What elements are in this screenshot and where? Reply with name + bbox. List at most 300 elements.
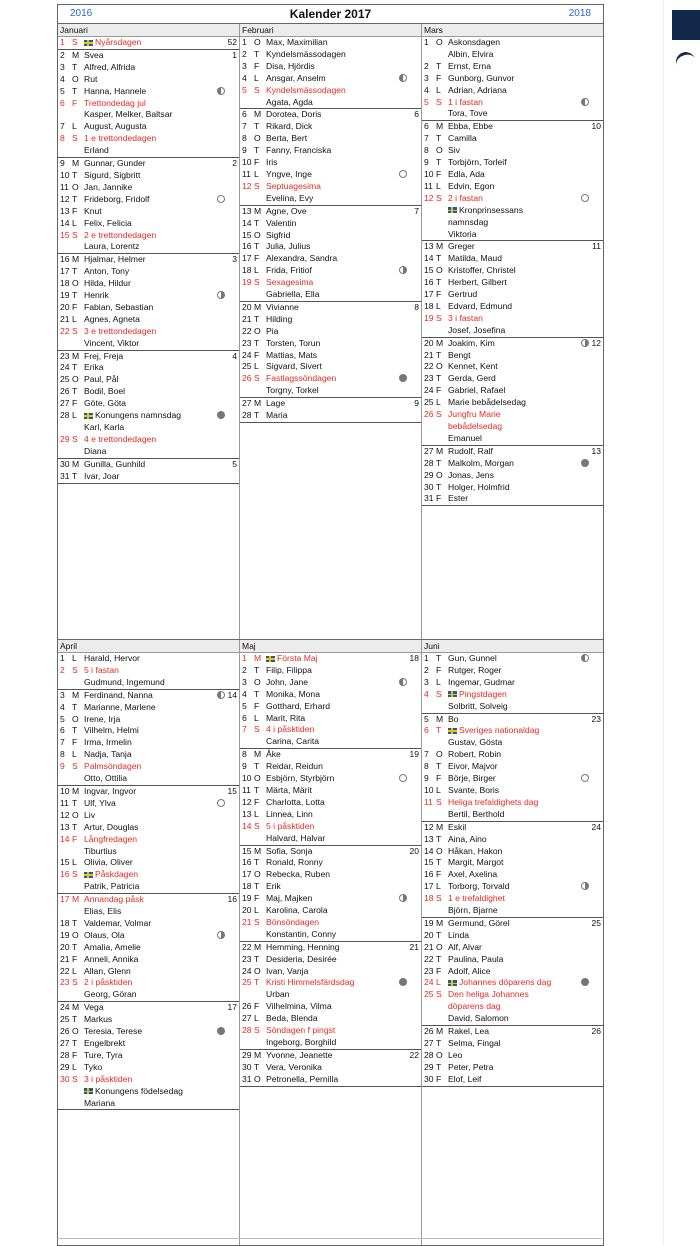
day-names xyxy=(448,881,603,893)
week-number: 21 xyxy=(409,941,419,952)
day-number: 3 xyxy=(242,676,247,687)
day-names xyxy=(84,930,239,942)
day-names xyxy=(266,361,421,373)
day-number: 16 xyxy=(242,241,252,252)
week-number: 4 xyxy=(232,350,237,361)
day-label: Knut xyxy=(84,205,102,216)
week-block xyxy=(422,653,603,714)
weekday-letter: T xyxy=(436,373,442,384)
name-day-text: Patrik, Patricia xyxy=(84,881,140,892)
day-row xyxy=(240,85,421,109)
weekday-letter: L xyxy=(72,217,77,228)
name-day xyxy=(448,205,603,241)
name-day xyxy=(84,422,239,434)
weekday-letter: M xyxy=(436,445,444,456)
day-names xyxy=(84,62,239,74)
day-names xyxy=(448,846,603,858)
day-row xyxy=(240,169,421,181)
weekday-letter: M xyxy=(72,894,80,905)
moon-phase-icon xyxy=(399,170,407,178)
name-day-text: Tora, Tove xyxy=(448,108,488,119)
previous-year-link[interactable]: 2016 xyxy=(70,8,93,19)
week-block xyxy=(58,690,239,786)
day-row xyxy=(240,785,421,797)
day-number: 25 xyxy=(242,361,252,372)
day-names xyxy=(266,121,421,133)
day-label: Ingemar, Gudmar xyxy=(448,676,515,687)
day-label: Adolf, Alice xyxy=(448,965,491,976)
day-number: 18 xyxy=(60,278,70,289)
day-number: 19 xyxy=(60,290,70,301)
day-label: Svea xyxy=(84,49,104,60)
day-label: Jan, Jannike xyxy=(84,181,133,192)
day-names xyxy=(448,966,603,978)
day-names xyxy=(266,954,421,966)
week-block xyxy=(240,1050,421,1087)
day-row xyxy=(422,301,603,313)
name-day-text: Agata, Agda xyxy=(266,96,313,107)
day-number: 18 xyxy=(242,881,252,892)
day-row xyxy=(58,1002,239,1014)
moon-phase-icon xyxy=(217,291,225,299)
day-row xyxy=(240,265,421,277)
day-names xyxy=(448,289,603,301)
day-label: Lage xyxy=(266,398,286,409)
weekday-letter: M xyxy=(72,785,80,796)
moon-phase-icon xyxy=(217,799,225,807)
weekday-letter: O xyxy=(436,37,443,47)
day-number: 3 xyxy=(424,72,429,83)
day-names xyxy=(84,810,239,822)
day-label: Den heliga Johannes döparens dag xyxy=(448,989,529,1012)
week-block xyxy=(240,398,421,423)
weekday-letter: M xyxy=(72,689,80,700)
day-row xyxy=(422,121,603,133)
weekday-letter: S xyxy=(254,1025,260,1036)
day-names xyxy=(448,822,603,834)
day-names xyxy=(448,857,603,869)
day-number: 30 xyxy=(242,1061,252,1072)
day-number: 26 xyxy=(242,1001,252,1012)
day-row xyxy=(58,86,239,98)
day-names xyxy=(84,194,239,206)
name-day-text: Vincent, Viktor xyxy=(84,337,140,348)
day-number: 25 xyxy=(60,1014,70,1025)
day-number: 12 xyxy=(242,796,252,807)
month-header: Mars xyxy=(422,24,603,37)
weekday-letter: F xyxy=(72,833,78,844)
brand-swoosh-icon xyxy=(673,49,699,76)
day-number: 21 xyxy=(242,313,252,324)
day-names xyxy=(84,386,239,398)
weekday-letter: F xyxy=(72,301,78,312)
day-names xyxy=(266,1074,421,1086)
week-number: 6 xyxy=(414,109,419,120)
day-row xyxy=(58,459,239,471)
day-row xyxy=(58,761,239,785)
day-label: Nadja, Tanja xyxy=(84,749,132,760)
day-row xyxy=(58,822,239,834)
weekday-letter: T xyxy=(436,349,442,360)
name-day xyxy=(84,109,239,121)
day-names xyxy=(266,49,421,61)
week-number: 22 xyxy=(409,1049,419,1060)
weekday-letter: S xyxy=(72,37,78,47)
day-number: 13 xyxy=(60,821,70,832)
day-label: Ebba, Ebbe xyxy=(448,121,493,132)
weekday-letter: T xyxy=(436,1038,442,1048)
day-label: Teresia, Terese xyxy=(84,1026,143,1037)
weekday-letter: O xyxy=(254,229,261,240)
day-row xyxy=(422,73,603,85)
weekday-letter: S xyxy=(72,1073,78,1084)
week-number: 14 xyxy=(227,689,237,700)
day-row xyxy=(58,749,239,761)
day-label: Harald, Hervor xyxy=(84,653,140,663)
week-block xyxy=(240,302,421,398)
day-number: 9 xyxy=(60,761,65,772)
month-mars xyxy=(422,24,603,639)
day-row xyxy=(422,1062,603,1074)
day-names xyxy=(448,458,603,470)
day-label: Agne, Ove xyxy=(266,205,307,216)
day-number: 27 xyxy=(242,398,252,409)
day-names xyxy=(84,98,239,122)
day-row xyxy=(240,761,421,773)
day-label: Vera, Veronika xyxy=(266,1061,322,1072)
day-row xyxy=(240,253,421,265)
day-row xyxy=(58,930,239,942)
day-names xyxy=(266,109,421,121)
weekday-letter: O xyxy=(72,713,79,724)
weekday-letter: O xyxy=(254,676,261,687)
day-names xyxy=(84,278,239,290)
day-row xyxy=(422,193,603,241)
day-label: Beda, Blenda xyxy=(266,1013,318,1024)
day-number: 20 xyxy=(60,941,70,952)
day-label: Adrian, Adriana xyxy=(448,84,507,95)
day-number: 31 xyxy=(60,470,70,481)
day-names xyxy=(448,761,603,773)
day-row xyxy=(58,918,239,930)
day-row xyxy=(58,266,239,278)
weekday-letter: O xyxy=(436,1049,443,1060)
day-label: Maj, Majken xyxy=(266,893,313,904)
day-row xyxy=(58,1038,239,1050)
day-number: 12 xyxy=(424,821,434,832)
day-row xyxy=(240,157,421,169)
day-names xyxy=(448,169,603,181)
day-names xyxy=(266,917,421,941)
name-day xyxy=(448,49,603,61)
day-row xyxy=(422,869,603,881)
day-label: Siv xyxy=(448,145,460,156)
day-row xyxy=(240,326,421,338)
day-label: Annandag påsk xyxy=(84,894,144,905)
weekday-letter: T xyxy=(436,833,442,844)
weekday-letter: M xyxy=(254,941,262,952)
weekday-letter: O xyxy=(72,73,79,84)
day-label: Ernst, Erna xyxy=(448,60,491,71)
name-day xyxy=(84,906,239,918)
brand-logo[interactable] xyxy=(672,10,700,40)
day-label: Allan, Glenn xyxy=(84,965,131,976)
day-row xyxy=(240,277,421,301)
day-label: Anneli, Annika xyxy=(84,953,139,964)
weekday-letter: T xyxy=(436,761,442,772)
day-label: Julia, Julius xyxy=(266,241,311,252)
day-names xyxy=(84,869,239,893)
name-day xyxy=(84,989,239,1001)
name-day-text: Elias, Elis xyxy=(84,906,122,917)
day-row xyxy=(240,773,421,785)
day-row xyxy=(422,37,603,61)
week-number: 20 xyxy=(409,845,419,856)
day-row xyxy=(240,954,421,966)
next-year-link[interactable]: 2018 xyxy=(568,8,591,19)
weekday-letter: S xyxy=(436,192,442,203)
day-number: 13 xyxy=(242,205,252,216)
day-row xyxy=(240,809,421,821)
swedish-flag-icon xyxy=(448,728,457,734)
weekday-letter: M xyxy=(72,458,80,469)
week-block xyxy=(58,254,239,350)
day-label: Sigurd, Sigbritt xyxy=(84,169,141,180)
weekday-letter: S xyxy=(254,724,260,735)
day-names xyxy=(266,724,421,748)
day-number: 2 xyxy=(242,664,247,675)
day-row xyxy=(58,374,239,386)
day-names xyxy=(84,1050,239,1062)
day-label: Maria xyxy=(266,410,288,421)
day-label: Hilding xyxy=(266,313,293,324)
day-label: Monika, Mona xyxy=(266,688,320,699)
day-names xyxy=(266,145,421,157)
week-number: 16 xyxy=(227,894,237,905)
day-label: Vilhelm, Helmi xyxy=(84,725,139,736)
day-row xyxy=(422,834,603,846)
day-label: Markus xyxy=(84,1014,113,1025)
day-label: Torbjörn, Torleif xyxy=(448,157,507,168)
name-day-text: Otto, Ottilia xyxy=(84,773,127,784)
day-names xyxy=(266,869,421,881)
week-block xyxy=(422,714,603,822)
week-number: 15 xyxy=(227,785,237,796)
day-label: Linda xyxy=(448,929,470,940)
name-day xyxy=(266,929,421,941)
day-row xyxy=(422,918,603,930)
week-block xyxy=(58,158,239,254)
day-row xyxy=(422,881,603,893)
day-label: Esbjörn, Styrbjörn xyxy=(266,773,335,784)
day-names xyxy=(448,37,603,61)
day-label: Gerda, Gerd xyxy=(448,373,496,384)
week-number: 3 xyxy=(232,254,237,265)
day-names xyxy=(84,182,239,194)
day-names xyxy=(448,409,603,445)
day-number: 24 xyxy=(424,385,434,396)
day-number: 11 xyxy=(60,181,69,192)
day-number: 14 xyxy=(242,217,252,228)
day-number: 7 xyxy=(242,121,247,132)
day-label: Hemming, Henning xyxy=(266,941,340,952)
day-label: Ivan, Vanja xyxy=(266,965,309,976)
day-names xyxy=(84,37,239,49)
day-row xyxy=(422,893,603,917)
weekday-letter: M xyxy=(72,254,80,265)
day-row xyxy=(240,302,421,314)
name-day-text: Evelina, Evy xyxy=(266,192,314,203)
day-label: Håkan, Hakon xyxy=(448,845,503,856)
moon-phase-icon xyxy=(581,339,589,347)
weekday-letter: L xyxy=(254,808,259,819)
day-row xyxy=(240,61,421,73)
weekday-letter: O xyxy=(254,325,261,336)
day-number: 23 xyxy=(424,373,434,384)
weekday-letter: T xyxy=(72,941,78,952)
weekday-letter: S xyxy=(254,84,260,95)
week-number: 8 xyxy=(414,301,419,312)
day-label: Peter, Petra xyxy=(448,1061,494,1072)
day-number: 29 xyxy=(60,1061,70,1072)
day-row xyxy=(58,386,239,398)
name-day-text: Konungens födelsedag Mariana xyxy=(84,1085,183,1108)
day-row xyxy=(58,702,239,714)
day-label: Berta, Bert xyxy=(266,133,308,144)
day-number: 18 xyxy=(424,300,434,311)
week-block xyxy=(422,338,603,446)
weekday-letter: T xyxy=(436,481,442,492)
day-number: 3 xyxy=(242,60,247,71)
day-names xyxy=(266,701,421,713)
day-names xyxy=(84,471,239,483)
day-names xyxy=(266,749,421,761)
day-row xyxy=(240,241,421,253)
day-names xyxy=(266,857,421,869)
day-names xyxy=(448,918,603,930)
week-block xyxy=(240,846,421,942)
day-label: Marit, Rita xyxy=(266,712,306,723)
day-label: Agnes, Agneta xyxy=(84,313,140,324)
day-row xyxy=(58,278,239,290)
name-day xyxy=(84,881,239,893)
day-row xyxy=(58,158,239,170)
weekday-letter: O xyxy=(436,845,443,856)
day-row xyxy=(240,797,421,809)
day-number: 7 xyxy=(60,737,65,748)
month-februari xyxy=(240,24,422,639)
day-label: Sigvard, Sivert xyxy=(266,361,322,372)
day-number: 21 xyxy=(242,916,252,927)
day-label: Kennet, Kent xyxy=(448,361,498,372)
day-number: 2 xyxy=(242,48,247,59)
day-label: Ronald, Ronny xyxy=(266,857,323,868)
weekday-letter: L xyxy=(436,784,441,795)
day-number: 10 xyxy=(424,168,434,179)
day-label: Yngve, Inge xyxy=(266,168,312,179)
day-row xyxy=(422,338,603,350)
day-names xyxy=(84,86,239,98)
day-names xyxy=(84,1002,239,1014)
weekday-letter: T xyxy=(72,362,78,373)
weekday-letter: T xyxy=(72,917,78,928)
day-number: 20 xyxy=(242,905,252,916)
day-label: Hanna, Hannele xyxy=(84,85,147,96)
day-label: Erika xyxy=(84,362,104,373)
day-label: Göte, Göta xyxy=(84,398,127,409)
day-names xyxy=(84,822,239,834)
weekday-letter: S xyxy=(436,688,442,699)
weekday-letter: T xyxy=(254,784,260,795)
swedish-flag-icon xyxy=(448,980,457,986)
day-row xyxy=(240,977,421,1001)
day-number: 2 xyxy=(60,664,65,675)
weekday-letter: O xyxy=(436,361,443,372)
day-number: 17 xyxy=(242,253,252,264)
day-number: 9 xyxy=(242,761,247,772)
name-day xyxy=(84,241,239,253)
weekday-letter: T xyxy=(72,1014,78,1025)
week-block xyxy=(240,109,421,205)
day-label: Påskdagen xyxy=(95,869,139,880)
day-label: Gun, Gunnel xyxy=(448,653,497,663)
day-label: 2 i fastan xyxy=(448,192,483,203)
month-juni xyxy=(422,640,603,1245)
day-number: 5 xyxy=(242,84,247,95)
day-names xyxy=(448,181,603,193)
weekday-letter: S xyxy=(72,869,78,880)
day-row xyxy=(422,289,603,301)
day-row xyxy=(58,37,239,49)
day-label: Rakel, Lea xyxy=(448,1026,490,1037)
day-number: 16 xyxy=(60,254,70,265)
day-number: 17 xyxy=(242,869,252,880)
weekday-letter: F xyxy=(254,349,260,360)
day-number: 5 xyxy=(242,700,247,711)
day-number: 24 xyxy=(424,977,434,988)
day-row xyxy=(58,737,239,749)
day-names xyxy=(448,942,603,954)
day-number: 26 xyxy=(424,1026,434,1037)
weekday-letter: F xyxy=(254,60,260,71)
day-number: 6 xyxy=(424,121,429,132)
moon-phase-icon xyxy=(581,654,589,662)
day-label: Erik xyxy=(266,881,281,892)
day-row xyxy=(422,241,603,253)
day-row xyxy=(422,954,603,966)
calendar-title: Kalender 2017 xyxy=(289,7,372,21)
day-number: 25 xyxy=(242,977,252,988)
day-row xyxy=(58,290,239,302)
day-row xyxy=(240,653,421,665)
day-label: Fanny, Franciska xyxy=(266,145,332,156)
day-names xyxy=(266,133,421,145)
day-names xyxy=(448,85,603,97)
weekday-letter: S xyxy=(254,916,260,927)
day-number: 28 xyxy=(60,1049,70,1060)
day-number: 2 xyxy=(424,60,429,71)
day-label: Torsten, Torun xyxy=(266,337,321,348)
day-names xyxy=(448,241,603,253)
weekday-letter: F xyxy=(72,737,78,748)
day-row xyxy=(422,677,603,689)
name-day-text: Tiburtius xyxy=(84,845,117,856)
weekday-letter: M xyxy=(436,1026,444,1037)
name-day-text: Erland xyxy=(84,145,109,156)
day-names xyxy=(84,374,239,386)
day-number: 11 xyxy=(424,796,433,807)
day-names xyxy=(266,1050,421,1062)
